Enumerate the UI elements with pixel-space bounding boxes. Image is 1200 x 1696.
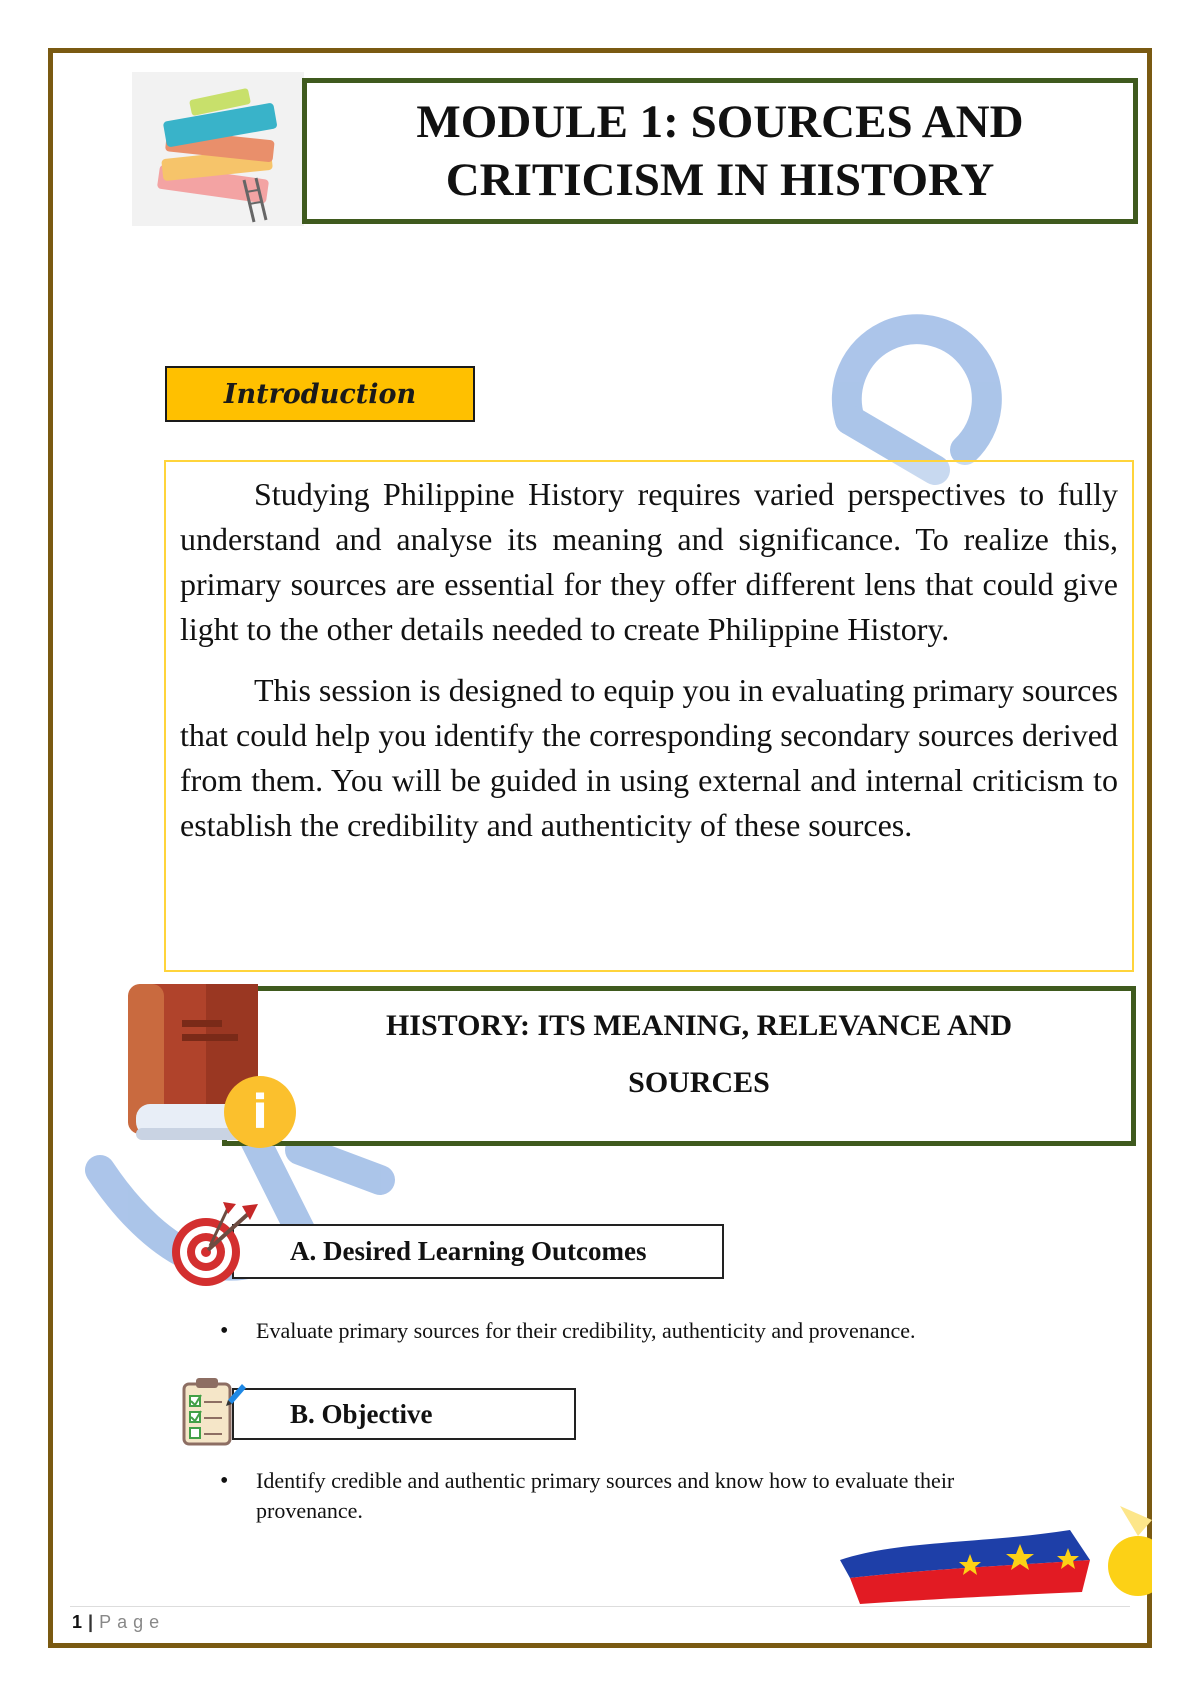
outcomes-list bbox=[220, 1316, 1070, 1346]
footer-separator: | bbox=[88, 1612, 94, 1632]
outcomes-heading: A. Desired Learning Outcomes bbox=[290, 1236, 647, 1266]
page-footer bbox=[72, 1612, 165, 1633]
introduction-label: Introduction bbox=[165, 366, 475, 422]
page-label: Page bbox=[99, 1612, 166, 1632]
page-number: 1 bbox=[72, 1612, 83, 1632]
module-title-box bbox=[302, 78, 1138, 224]
section-title-line-1: HISTORY: ITS MEANING, RELEVANCE AND bbox=[385, 1009, 1013, 1042]
section-banner bbox=[222, 986, 1136, 1146]
target-icon bbox=[168, 1200, 264, 1290]
intro-paragraph-1: Studying Philippine History requires varied perspectives to fully understand and analyse its meaning and significance. To realize this, primary sources are essential for they offer different lens that could give light to the other details needed to create Philippine History. bbox=[180, 476, 1118, 647]
module-title-line-1: MODULE 1: SOURCES AND bbox=[416, 96, 1024, 148]
module-title bbox=[416, 93, 1023, 209]
intro-paragraph-2: This session is designed to equip you in evaluating primary sources that could help you identify the corresponding secondary sources derived from them. You will be guided in using external and internal criticism to establish the credibility and authenticity of these sources. bbox=[180, 672, 1118, 843]
objective-heading: B. Objective bbox=[290, 1398, 433, 1429]
outcomes-heading-box bbox=[232, 1224, 724, 1279]
book-info-icon bbox=[126, 982, 300, 1152]
section-title bbox=[267, 997, 1131, 1111]
objective-item: • Identify credible and authentic primary sources and know how to evaluate their provenance. bbox=[220, 1466, 1050, 1526]
introduction-box bbox=[164, 460, 1134, 972]
info-glyph: i bbox=[252, 1085, 268, 1139]
footer-divider bbox=[70, 1606, 1130, 1607]
philippine-flag-icon bbox=[820, 1500, 1152, 1616]
module-title-line-2: CRITICISM IN HISTORY bbox=[445, 154, 995, 206]
section-title-line-2: SOURCES bbox=[628, 1066, 770, 1099]
objective-heading-box bbox=[232, 1388, 576, 1440]
checklist-icon bbox=[180, 1376, 250, 1448]
outcome-item: • Evaluate primary sources for their credibility, authenticity and provenance. bbox=[220, 1316, 1070, 1346]
books-stack-icon bbox=[132, 72, 304, 226]
